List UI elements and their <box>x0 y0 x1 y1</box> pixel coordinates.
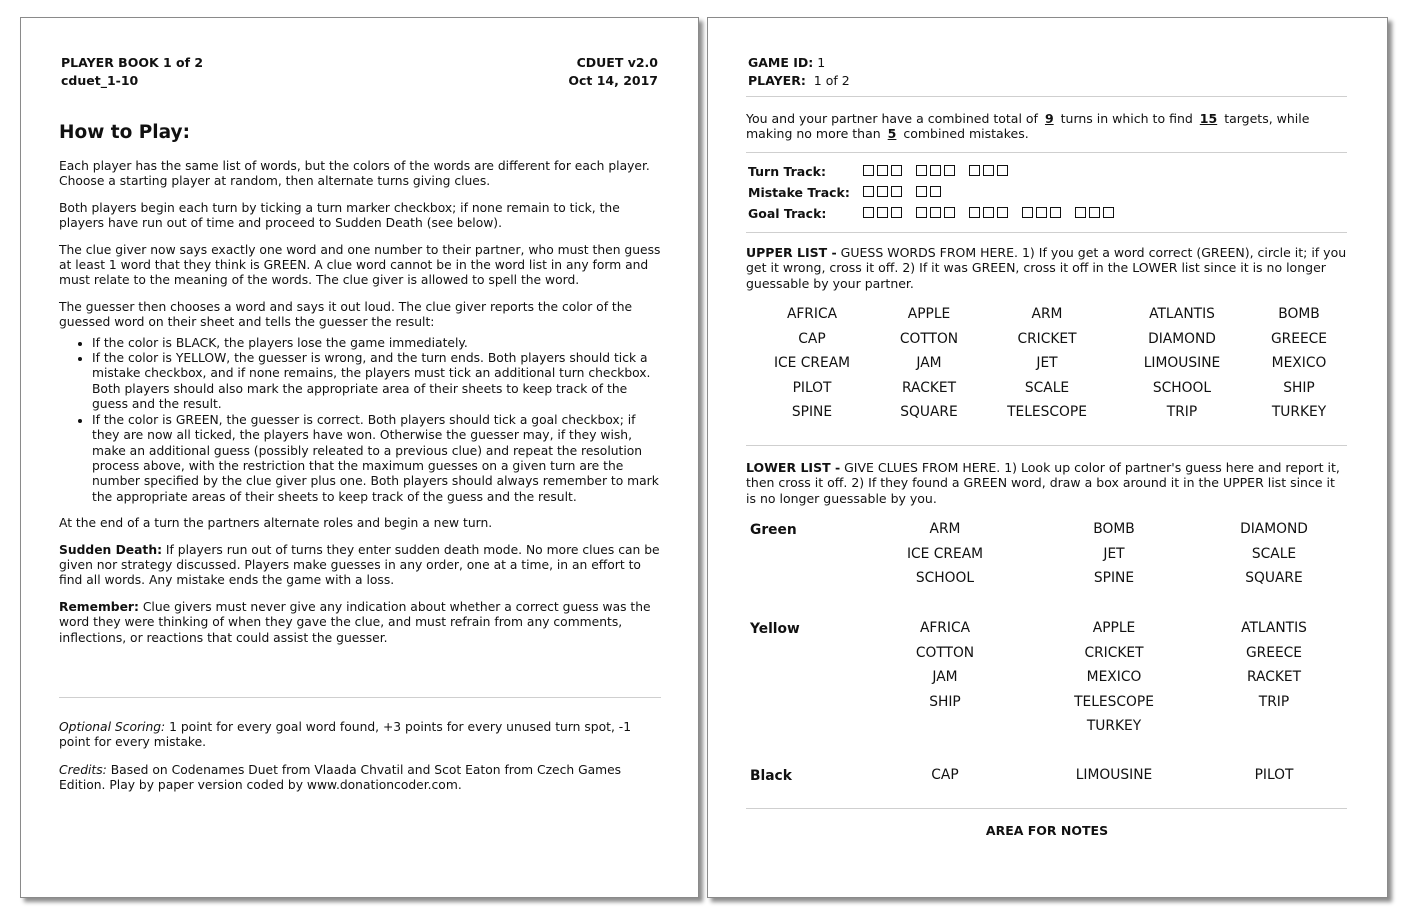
right-page <box>707 17 1388 898</box>
remember-paragraph <box>59 600 664 646</box>
rules-paragraph-4: The guesser then chooses a word and says it out loud. The clue giver reports the color of the guessed word on their sheet and tells the guesser the result: <box>59 299 633 330</box>
checkbox[interactable] <box>944 165 955 176</box>
checkbox[interactable] <box>930 165 941 176</box>
yellow-word[interactable]: MEXICO <box>1086 669 1142 686</box>
player-label: PLAYER: <box>748 73 806 88</box>
checkbox[interactable] <box>916 207 927 218</box>
divider <box>746 96 1347 97</box>
upper-list-word[interactable]: MEXICO <box>1271 355 1327 372</box>
summary-text-3: targets, while making no more than <box>746 111 1310 142</box>
black-word[interactable]: CAP <box>931 767 959 783</box>
summary-text-2: turns in which to find <box>1060 111 1193 126</box>
book-code: cduet_1-10 <box>61 73 139 88</box>
upper-list-word[interactable]: JAM <box>916 355 942 372</box>
checkbox[interactable] <box>983 165 994 176</box>
checkbox[interactable] <box>930 186 941 197</box>
game-info <box>748 54 850 90</box>
upper-list-word[interactable]: CRICKET <box>1017 330 1077 347</box>
checkbox[interactable] <box>877 186 888 197</box>
date-label: Oct 14, 2017 <box>568 73 658 88</box>
checkbox[interactable] <box>997 207 1008 218</box>
checkbox[interactable] <box>891 186 902 197</box>
credits-paragraph <box>59 763 659 794</box>
black-word[interactable]: PILOT <box>1254 767 1294 783</box>
result-yellow: • If the color is YELLOW, the guesser is wrong, and the turn ends. Both players should tick a mistake checkbox, and if none remains, the players must tick an additional turn checkbox. Both players should also mark the appropriate area of their sheets to keep track of the guess and the result. <box>92 351 664 413</box>
scoring-paragraph <box>59 720 659 751</box>
upper-list-word[interactable]: AFRICA <box>786 306 838 322</box>
upper-list-word[interactable]: SQUARE <box>900 404 958 421</box>
checkbox[interactable] <box>1036 207 1047 218</box>
sudden-death-text: If players run out of turns they enter sudden death mode. No more clues can be given nor strategy discussed. Players make guesses in any order, one at a time, in an effort to find all words. Any mistake ends the game with a loss. <box>59 542 660 588</box>
upper-list-word[interactable]: LIMOUSINE <box>1143 355 1221 372</box>
lower-list-instructions <box>746 460 1348 506</box>
checkbox[interactable] <box>916 165 927 176</box>
rules-body <box>59 122 664 657</box>
upper-list-label: UPPER LIST - <box>746 245 837 260</box>
result-black: • If the color is BLACK, the players lose the game immediately. <box>92 336 664 351</box>
checkbox[interactable] <box>1050 207 1061 218</box>
remember-text: Clue givers must never give any indication about whether a correct guess was the word they were thinking of when they gave the clue, and must refrain from any comments, inflections, or reactions that could assist the guesser. <box>59 599 651 645</box>
checkbox[interactable] <box>877 207 888 218</box>
yellow-word[interactable]: TURKEY <box>1086 718 1142 735</box>
green-word[interactable]: ARM <box>929 521 961 537</box>
goal-track-boxes <box>863 207 1114 218</box>
upper-list-word[interactable]: ICE CREAM <box>773 355 851 372</box>
yellow-word[interactable]: COTTON <box>915 644 975 661</box>
turn-track-boxes <box>863 165 1008 176</box>
remember-label: Remember: <box>59 599 139 614</box>
yellow-word[interactable]: GREECE <box>1245 644 1303 661</box>
upper-list-word[interactable]: CAP <box>798 330 826 347</box>
checkbox[interactable] <box>891 207 902 218</box>
divider <box>746 808 1347 809</box>
yellow-word[interactable]: JAM <box>932 669 958 686</box>
upper-list-word[interactable]: APPLE <box>907 306 951 322</box>
checkbox[interactable] <box>1075 207 1086 218</box>
mistake-track-label: Mistake Track: <box>748 185 850 200</box>
targets-count: 15 <box>1199 111 1218 126</box>
upper-list-word[interactable]: ATLANTIS <box>1149 306 1215 322</box>
green-word[interactable]: SCHOOL <box>915 570 975 587</box>
green-word[interactable]: ICE CREAM <box>906 545 984 562</box>
credits-label: Credits: <box>59 763 107 777</box>
upper-list-word[interactable]: TRIP <box>1166 404 1198 421</box>
upper-list-word[interactable]: PILOT <box>792 379 832 396</box>
upper-list-word[interactable]: SPINE <box>791 404 833 421</box>
green-word[interactable]: DIAMOND <box>1240 521 1308 537</box>
how-to-play-heading: How to Play: <box>59 122 190 143</box>
version-label: CDUET v2.0 <box>576 55 658 70</box>
yellow-word[interactable]: SHIP <box>929 693 961 710</box>
notes-area-label: AREA FOR NOTES <box>985 823 1109 838</box>
upper-list-word[interactable]: TELESCOPE <box>1007 404 1087 421</box>
rules-paragraph-2: Both players begin each turn by ticking a turn marker checkbox; if none remain to tick, the players have run out of time and proceed to Sudden Death (see below). <box>59 200 620 231</box>
upper-list-word[interactable]: COTTON <box>899 330 959 347</box>
green-word[interactable]: SQUARE <box>1245 570 1303 587</box>
game-id-label: GAME ID: <box>748 55 814 70</box>
result-green: • If the color is GREEN, the guesser is correct. Both players should tick a goal checkbox; if they are now all ticked, the players have won. Otherwise the guesser may, if they wish, make an additional guess (possibly releated to a previous clue) and repeat the resolution process above, with the restriction that the maximum guesses on a given turn are the number specified by the clue giver plus one. Both players should always remember to mark the appropriate areas of their sheets to keep track of the guess and the result. <box>92 413 664 505</box>
turns-count: 9 <box>1044 111 1054 126</box>
divider <box>746 152 1347 153</box>
green-label: Green <box>750 522 797 538</box>
checkbox[interactable] <box>944 207 955 218</box>
yellow-word[interactable]: RACKET <box>1246 669 1302 686</box>
green-word[interactable]: JET <box>1103 545 1125 562</box>
rules-paragraph-3: The clue giver now says exactly one word and one number to their partner, who must then guess at least 1 word that they think is GREEN. A clue word cannot be in the word list in any form and must relate to the meaning of the words. The clue giver is allowed to spell the word. <box>59 242 661 288</box>
lower-list-label: LOWER LIST - <box>746 460 841 475</box>
checkbox[interactable] <box>863 165 874 176</box>
credits-text: Based on Codenames Duet from Vlaada Chvatil and Scot Eaton from Czech Games Edition. Play by paper version coded by www.donationcoder.com. <box>59 763 622 793</box>
checkbox[interactable] <box>916 186 927 197</box>
green-word[interactable]: SCALE <box>1251 545 1297 562</box>
yellow-word[interactable]: ATLANTIS <box>1241 620 1307 636</box>
mistake-track-boxes <box>863 186 941 197</box>
upper-list-word[interactable]: BOMB <box>1278 306 1320 322</box>
yellow-label: Yellow <box>750 621 800 637</box>
upper-list-word[interactable]: SHIP <box>1283 379 1315 396</box>
checkbox[interactable] <box>930 207 941 218</box>
upper-list-word[interactable]: SCALE <box>1024 379 1070 396</box>
yellow-word[interactable]: APPLE <box>1092 620 1136 636</box>
upper-list-word[interactable]: TURKEY <box>1271 404 1327 421</box>
upper-list-instructions <box>746 245 1348 291</box>
upper-list-word[interactable]: DIAMOND <box>1148 330 1216 347</box>
upper-list-word[interactable]: GREECE <box>1270 330 1328 347</box>
checkbox[interactable] <box>863 186 874 197</box>
checkbox[interactable] <box>877 165 888 176</box>
scoring-label: Optional Scoring: <box>59 720 166 734</box>
summary-text-4: combined mistakes. <box>903 126 1029 142</box>
black-label: Black <box>750 768 792 784</box>
upper-list-text: GUESS WORDS FROM HERE. 1) If you get a word correct (GREEN), circle it; if you get it wrong, cross it off. 2) If it was GREEN, cross it off in the LOWER list since it is no longer guessable by your partner. <box>746 245 1347 291</box>
checkbox[interactable] <box>969 207 980 218</box>
sudden-death-paragraph <box>59 543 664 589</box>
checkbox[interactable] <box>969 165 980 176</box>
black-word[interactable]: LIMOUSINE <box>1075 767 1153 783</box>
checkbox[interactable] <box>863 207 874 218</box>
checkbox[interactable] <box>1022 207 1033 218</box>
rules-paragraph-1: Each player has the same list of words, but the colors of the words are different for each player. Choose a starting player at random, then alternate turns giving clues. <box>59 159 650 189</box>
checkbox[interactable] <box>1103 207 1114 218</box>
sudden-death-label: Sudden Death: <box>59 542 162 557</box>
divider <box>746 232 1347 233</box>
rules-paragraph-5: At the end of a turn the partners alternate roles and begin a new turn. <box>59 516 493 531</box>
divider <box>59 697 661 698</box>
game-summary <box>746 111 1348 142</box>
yellow-word[interactable]: TELESCOPE <box>1074 693 1154 710</box>
goal-track-label: Goal Track: <box>748 206 827 221</box>
left-page <box>20 17 699 898</box>
green-word[interactable]: BOMB <box>1093 521 1135 537</box>
player-value: 1 of 2 <box>813 73 850 88</box>
divider <box>746 445 1347 446</box>
yellow-word[interactable]: CRICKET <box>1084 644 1144 661</box>
game-id-value: 1 <box>817 55 826 70</box>
yellow-word[interactable]: AFRICA <box>919 620 971 636</box>
upper-list-word[interactable]: JET <box>1036 355 1058 372</box>
checkbox[interactable] <box>1089 207 1100 218</box>
upper-list-word[interactable]: SCHOOL <box>1152 379 1212 396</box>
player-book-label: PLAYER BOOK 1 of 2 <box>61 55 204 70</box>
lower-list-text: GIVE CLUES FROM HERE. 1) Look up color of partner's guess here and report it, then cross it off. 2) If they found a GREEN word, draw a box around it in the UPPER list since it is no longer guessable by you. <box>746 460 1340 506</box>
yellow-word[interactable]: TRIP <box>1258 693 1290 710</box>
summary-text-1: You and your partner have a combined total of <box>746 111 1038 126</box>
checkbox[interactable] <box>891 165 902 176</box>
result-list <box>59 336 664 505</box>
mistakes-count: 5 <box>887 126 897 142</box>
green-word[interactable]: SPINE <box>1093 570 1135 587</box>
checkbox[interactable] <box>983 207 994 218</box>
upper-list-word[interactable]: RACKET <box>901 379 957 396</box>
scoring-text: 1 point for every goal word found, +3 points for every unused turn spot, -1 point for every mistake. <box>59 720 632 750</box>
checkbox[interactable] <box>997 165 1008 176</box>
turn-track-label: Turn Track: <box>748 164 826 179</box>
upper-list-word[interactable]: ARM <box>1031 306 1063 322</box>
